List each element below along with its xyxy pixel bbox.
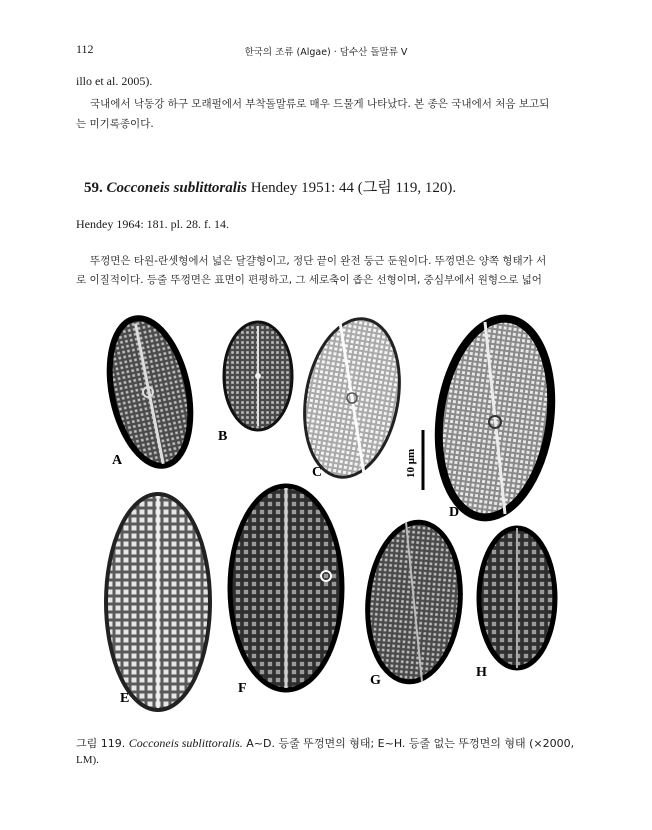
description-line-1: 뚜껑면은 타원-란셋형에서 넓은 달걀형이고, 정단 끝이 완전 둥근 둔원이다. 뚜껑면은 양쪽 형태가 서 [90, 255, 547, 267]
species-name: Cocconeis sublittoralis [106, 180, 247, 196]
caption-species: Cocconeis sublittoralis. [128, 736, 243, 750]
valve-a [97, 311, 203, 474]
description-line-2: 로 이질적이다. 등줄 뚜껑면은 표면이 편평하고, 그 세로축이 좁은 선형이며, 중심부에서 원형으로 넓어 [76, 274, 542, 286]
valve-h [479, 528, 555, 668]
panel-label-f: F [238, 681, 247, 696]
running-head: 한국의 조류 (Algae) · 담수산 돌말류 V [244, 47, 408, 58]
reference-line: Hendey 1964: 181. pl. 28. f. 14. [76, 217, 229, 231]
continuation-text: illo et al. 2005). [76, 74, 153, 88]
panel-label-g: G [370, 673, 381, 688]
valve-g [361, 518, 467, 685]
valve-c [293, 311, 411, 485]
panel-label-a: A [112, 453, 123, 468]
panel-label-c: C [312, 465, 323, 480]
scale-bar-label: 10 μm [405, 448, 417, 478]
figure-caption-line-1 [76, 735, 574, 751]
paragraph-1-line-1: 국내에서 낙동강 하구 모래펄에서 부착돌말류로 매우 드물게 나타났다. 본 종은 국내에서 처음 보고되 [90, 98, 550, 110]
valve-f [230, 486, 342, 690]
caption-text: A~D. 등줄 뚜껑면의 형태; E~H. 등줄 없는 뚜껑면의 형태 (×2000, [246, 737, 575, 750]
panel-label-h: H [476, 665, 487, 680]
species-authority: Hendey 1951: 44 (그림 119, 120). [250, 180, 457, 196]
panel-label-b: B [218, 429, 228, 444]
caption-label: 그림 119. [76, 737, 126, 750]
valve-b [224, 322, 292, 430]
page-number: 112 [76, 42, 94, 56]
paragraph-1-line-2: 는 미기록종이다. [76, 118, 154, 130]
diatom-micrograph-figure [90, 300, 575, 718]
figure-caption-line-2: LM). [76, 754, 99, 766]
species-number: 59. [84, 180, 103, 196]
valve-e [106, 494, 210, 710]
species-heading [84, 176, 456, 197]
panel-label-d: D [449, 505, 460, 520]
panel-label-e: E [120, 691, 130, 706]
valve-d [427, 311, 564, 524]
